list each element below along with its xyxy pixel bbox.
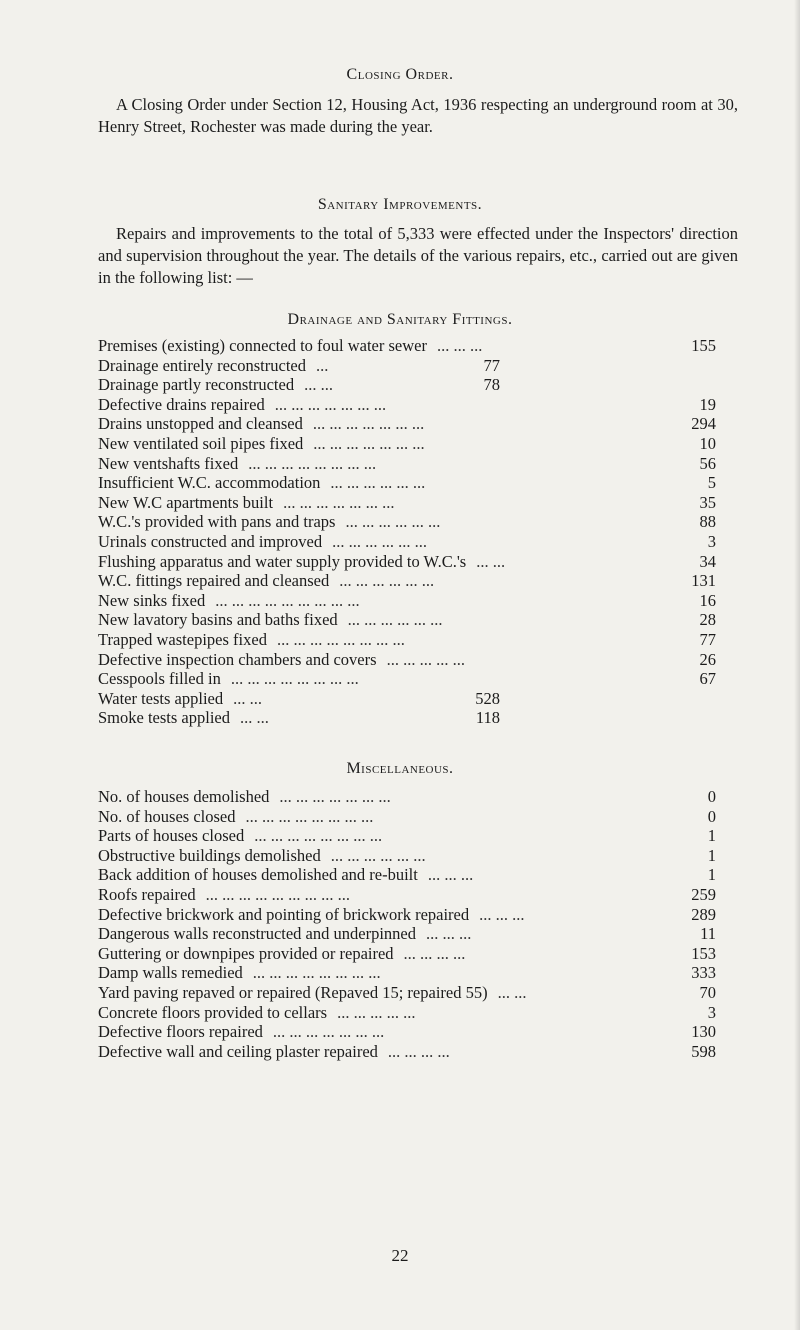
item-value: 3 <box>707 1002 716 1022</box>
closing-order-heading: Closing Order. <box>346 66 454 83</box>
item-value: 289 <box>691 904 716 924</box>
list-item <box>98 807 758 827</box>
list-item <box>98 983 758 1003</box>
item-value: 67 <box>699 669 716 689</box>
list-item <box>98 924 758 944</box>
item-value: 88 <box>699 512 716 532</box>
list-item <box>98 552 758 572</box>
item-leader-dots: ... ... ... ... ... ... ... ... <box>248 453 377 473</box>
item-label: Yard paving repaved or repaired (Repaved 15; repaired 55) <box>98 982 488 1002</box>
list-item <box>98 669 758 689</box>
item-leader-dots: ... ... ... ... ... ... <box>332 531 427 551</box>
item-sub-value: 77 <box>483 355 500 375</box>
item-label: New sinks fixed <box>98 590 206 610</box>
list-item <box>98 356 758 376</box>
item-leader-dots: ... ... ... ... ... ... ... <box>274 394 387 414</box>
item-leader-dots: ... ... ... ... ... ... <box>330 473 426 493</box>
item-sub-value: 118 <box>475 708 500 728</box>
item-label: Flushing apparatus and water supply provided to W.C.'s <box>98 551 467 571</box>
item-label: No. of houses demolished <box>98 787 270 806</box>
item-label: Drains unstopped and cleansed <box>98 414 303 434</box>
miscellaneous-list <box>98 787 758 1061</box>
item-value: 10 <box>699 433 716 453</box>
item-label: Parts of houses closed <box>98 826 245 846</box>
item-value: 34 <box>699 551 716 571</box>
item-leader-dots: ... ... ... ... ... <box>337 1002 416 1022</box>
list-item <box>98 630 758 650</box>
item-leader-dots: ... ... ... <box>427 865 474 885</box>
item-leader-dots: ... ... ... ... <box>403 943 466 963</box>
list-item <box>98 846 758 866</box>
list-item <box>98 865 758 885</box>
page-number: 22 <box>391 1246 409 1265</box>
item-value: 131 <box>691 571 716 591</box>
item-label: New ventilated soil pipes fixed <box>98 433 304 453</box>
item-leader-dots: ... ... ... ... ... ... ... ... ... <box>215 590 360 610</box>
item-label: Drainage entirely reconstructed <box>98 355 306 375</box>
item-label: Obstructive buildings demolished <box>98 845 321 865</box>
item-leader-dots: ... ... <box>304 375 333 395</box>
list-item <box>98 1022 758 1042</box>
list-item <box>98 826 758 846</box>
item-label: Defective wall and ceiling plaster repaired <box>98 1041 378 1061</box>
list-item <box>98 610 758 630</box>
item-leader-dots: ... ... <box>239 708 269 728</box>
item-leader-dots: ... ... ... ... ... <box>386 649 465 669</box>
item-label: Drainage partly reconstructed <box>98 375 295 395</box>
item-label: Dangerous walls reconstructed and underpinned <box>98 924 416 944</box>
item-value: 1 <box>707 826 716 846</box>
list-item <box>98 434 758 454</box>
item-leader-dots: ... <box>315 355 329 375</box>
item-leader-dots: ... ... ... ... ... ... ... ... <box>245 806 374 826</box>
item-value: 16 <box>699 590 716 610</box>
list-item <box>98 571 758 591</box>
item-label: Defective inspection chambers and covers <box>98 649 377 669</box>
list-item <box>98 532 758 552</box>
item-leader-dots: ... ... ... <box>425 924 472 944</box>
item-leader-dots: ... ... ... ... ... ... ... ... <box>230 669 359 689</box>
item-value: 35 <box>699 492 716 512</box>
item-label: New W.C apartments built <box>98 492 274 512</box>
list-item <box>98 650 758 670</box>
item-leader-dots: ... ... <box>497 982 527 1002</box>
item-value: 11 <box>700 924 716 944</box>
item-value: 3 <box>707 531 716 551</box>
item-leader-dots: ... ... ... <box>436 336 483 355</box>
item-label: Back addition of houses demolished and re-built <box>98 865 418 885</box>
item-value: 28 <box>699 610 716 630</box>
item-leader-dots: ... ... ... ... ... ... ... <box>312 414 425 434</box>
list-item <box>98 512 758 532</box>
item-leader-dots: ... ... ... ... ... ... <box>347 610 443 630</box>
item-value: 1 <box>707 845 716 865</box>
item-label: Defective floors repaired <box>98 1022 263 1042</box>
list-item <box>98 591 758 611</box>
item-value: 130 <box>691 1022 716 1042</box>
item-label: Cesspools filled in <box>98 669 221 689</box>
item-leader-dots: ... ... ... ... ... ... ... ... <box>276 629 405 649</box>
list-item <box>98 454 758 474</box>
item-label: Urinals constructed and improved <box>98 531 323 551</box>
item-leader-dots: ... ... ... ... ... ... ... ... <box>252 963 381 983</box>
page-edge-shadow <box>794 0 800 1330</box>
item-label: Roofs repaired <box>98 884 196 904</box>
item-value: 294 <box>691 414 716 434</box>
sanitary-improvements-heading: Sanitary Improvements. <box>317 196 483 213</box>
list-item <box>98 905 758 925</box>
item-label: Smoke tests applied <box>98 708 230 728</box>
item-value: 333 <box>691 963 716 983</box>
item-value: 77 <box>699 629 716 649</box>
item-label: Defective drains repaired <box>98 394 265 414</box>
item-sub-value: 528 <box>475 688 500 708</box>
item-value: 56 <box>699 453 716 473</box>
item-label: New lavatory basins and baths fixed <box>98 610 338 630</box>
item-label: W.C. fittings repaired and cleansed <box>98 571 330 591</box>
item-value: 259 <box>691 884 716 904</box>
item-leader-dots: ... ... ... ... ... ... ... <box>279 787 391 806</box>
item-leader-dots: ... ... ... ... ... ... <box>330 845 426 865</box>
item-leader-dots: ... ... ... <box>479 904 525 924</box>
item-leader-dots: ... ... ... ... ... ... ... <box>283 492 395 512</box>
item-leader-dots: ... ... ... ... <box>387 1041 450 1061</box>
list-item <box>98 336 758 356</box>
item-value: 1 <box>707 865 716 885</box>
item-label: Defective brickwork and pointing of brickwork repaired <box>98 904 470 924</box>
item-label: W.C.'s provided with pans and traps <box>98 512 336 532</box>
list-item <box>98 1003 758 1023</box>
item-value: 153 <box>691 943 716 963</box>
list-item <box>98 375 758 395</box>
item-leader-dots: ... ... ... ... ... ... <box>345 512 441 532</box>
item-value: 598 <box>691 1041 716 1061</box>
item-label: New ventshafts fixed <box>98 453 239 473</box>
list-item <box>98 944 758 964</box>
item-leader-dots: ... ... ... ... ... ... ... ... <box>254 826 383 846</box>
item-sub-value: 78 <box>483 375 500 395</box>
item-value: 0 <box>707 806 716 826</box>
list-item <box>98 473 758 493</box>
drainage-list <box>98 336 758 728</box>
list-item <box>98 885 758 905</box>
item-label: Water tests applied <box>98 688 224 708</box>
item-label: Insufficient W.C. accommodation <box>98 473 321 493</box>
item-value: 70 <box>699 982 716 1002</box>
item-value: 26 <box>699 649 716 669</box>
closing-order-paragraph: A Closing Order under Section 12, Housing Act, 1936 respecting an underground room at 30, Henry Street, Rochester was made during the year. <box>98 95 738 136</box>
item-value: 155 <box>691 336 716 355</box>
item-leader-dots: ... ... ... ... ... ... ... <box>272 1022 385 1042</box>
item-leader-dots: ... ... <box>233 688 263 708</box>
drainage-heading: Drainage and Sanitary Fittings. <box>287 311 513 328</box>
list-item <box>98 963 758 983</box>
item-value: 0 <box>707 787 716 806</box>
item-value: 5 <box>707 473 716 493</box>
list-item <box>98 414 758 434</box>
list-item <box>98 689 758 709</box>
list-item <box>98 787 758 807</box>
item-label: Damp walls remedied <box>98 963 243 983</box>
item-label: No. of houses closed <box>98 806 236 826</box>
miscellaneous-heading: Miscellaneous. <box>346 760 454 777</box>
sanitary-improvements-paragraph: Repairs and improvements to the total of 5,333 were effected under the Inspectors' direction and supervision throughout the year. The details of the various repairs, etc., carried out are given in the following list: — <box>98 224 738 287</box>
item-leader-dots: ... ... ... ... ... ... ... ... ... <box>205 884 350 904</box>
list-item <box>98 493 758 513</box>
item-label: Trapped wastepipes fixed <box>98 629 267 649</box>
item-leader-dots: ... ... <box>476 551 506 571</box>
item-label: Guttering or downpipes provided or repaired <box>98 943 394 963</box>
item-label: Concrete floors provided to cellars <box>98 1002 328 1022</box>
item-label: Premises (existing) connected to foul water sewer <box>98 336 427 355</box>
item-leader-dots: ... ... ... ... ... ... <box>339 571 435 591</box>
item-leader-dots: ... ... ... ... ... ... ... <box>313 433 425 453</box>
item-value: 19 <box>699 394 716 414</box>
list-item <box>98 1042 758 1062</box>
list-item <box>98 395 758 415</box>
list-item <box>98 708 758 728</box>
